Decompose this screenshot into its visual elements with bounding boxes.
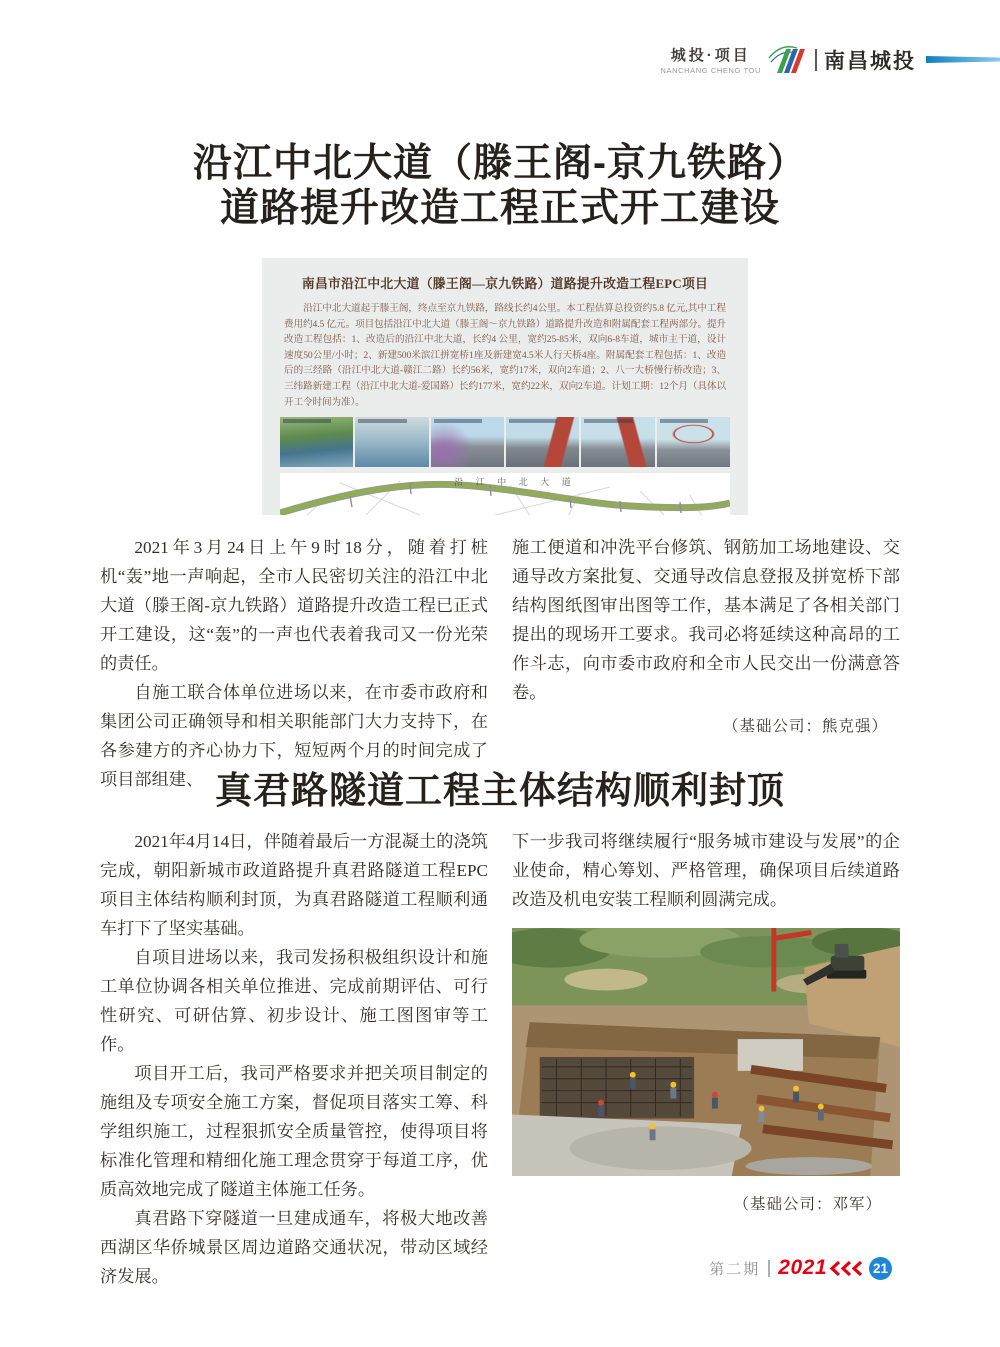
masthead-title: 南昌城投 [824, 49, 916, 73]
article1-title-line1: 沿江中北大道（滕王阁-京九铁路） [193, 142, 807, 185]
page-footer [709, 1256, 892, 1280]
render-thumbnail [431, 417, 504, 467]
stripes-logo-icon [767, 45, 807, 75]
render-thumbnail [280, 417, 353, 467]
footer-year: 2021 [778, 1256, 827, 1279]
article2-right-column [512, 827, 900, 1219]
construction-photo [512, 928, 900, 1176]
article2-paragraph: 真君路下穿隧道一旦建成通车，将极大地改善西湖区华侨城景区周边道路交通状况，带动区域经济发展。 [100, 1209, 488, 1286]
render-thumbnails [280, 417, 730, 467]
article2-left-column [100, 827, 488, 1291]
article1-paragraph: 2021年3月24日上午9时18分，随着打桩机“轰”地一声响起，全市人民密切关注的沿江中北大道（滕王阁-京九铁路）道路提升改造工程已正式开工建设，这“轰”的一声也代表着我司又一份光荣的责任。 [100, 538, 488, 673]
project-panel-body: 沿江中北大道起于滕王阁，终点至京九铁路，路线长约4公里。本工程估算总投资约5.8 亿元,其中工程费用约4.5 亿元。项目包括沿江中北大道（滕王阁～京九铁路）道路提升改造和附属配套工程两部分。提升改造工程包括：1、改造后的沿江中北大道，长约4 公里，宽约25-85米，双向6-8车道，城市主干道，设计速度50公里/小时；2、新建500米滨江拼宽桥1座及新建宽4.5米人行天桥4座。附属配套工程包括：1、改造后的三经路（沿江中北大道-赣江二路）长约56米，宽约17米，双向2车道；2、八一大桥慢行桥改造；3、三纬路新建工程（沿江中北大道-爱国路）长约177米，宽约22米，双向2车道。计划工期：12个月（具体以开工令时间为准）。 [284, 303, 726, 408]
chevrons-left-icon [829, 1260, 863, 1277]
article2-title: 真君路隧道工程主体结构顺利封顶 [215, 770, 785, 811]
article2-byline: （基础公司：邓军） [733, 1196, 882, 1213]
masthead [660, 44, 1000, 75]
article1-title [0, 141, 1000, 231]
project-info-panel [262, 258, 748, 515]
render-thumbnail [355, 417, 428, 467]
route-map [280, 473, 730, 515]
footer-issue: 第二期 [709, 1260, 761, 1278]
brand-block [660, 44, 761, 75]
render-thumbnail [506, 417, 579, 467]
map-road-label: 沿 江 中 北 大 道 [454, 477, 576, 488]
construction-photo-graphic [512, 928, 900, 1176]
article1-right-column [512, 533, 900, 741]
article1-paragraph: 自施工联合体单位进场以来，在市委市政府和集团公司正确领导和相关职能部门大力支持下，在各参建方的齐心协力下，短短两个月的时间完成了项目部组建、 [100, 683, 488, 789]
article2-paragraph: 自项目进场以来，我司发扬积极组织设计和施工单位协调各相关单位推进、完成前期评估、可行性研究、可研估算、初步设计、施工图图审等工作。 [100, 948, 488, 1054]
article1-byline: （基础公司：熊克强） [722, 718, 888, 735]
brand-title: 城投·项目 [670, 47, 751, 64]
article2-paragraph: 项目开工后，我司严格要求并把关项目制定的施组及专项安全施工方案，督促项目落实工筹、科学组织施工，过程狠抓安全质量管控，使得项目将标准化管理和精细化施工理念贯穿于每道工序，优质高效地完成了隧道主体施工任务。 [100, 1064, 488, 1199]
article2-paragraph: 下一步我司将继续履行“服务城市建设与发展”的企业使命，精心筹划、严格管理，确保项目后续道路改造及机电安装工程顺利圆满完成。 [512, 832, 900, 909]
brand-subtitle: NANCHANG CHENG TOU [660, 66, 761, 75]
article2-paragraph: 2021年4月14日，伴随着最后一方混凝土的浇筑完成，朝阳新城市政道路提升真君路隧道工程EPC项目主体结构顺利封顶，为真君路隧道工程顺利通车打下了坚实基础。 [100, 832, 488, 938]
page-number-badge: 21 [869, 1257, 892, 1280]
article1-paragraph: 施工便道和冲洗平台修筑、钢筋加工场地建设、交通导改方案批复、交通导改信息登报及拼宽桥下部结构图纸图审出图等工作，基本满足了各相关部门提出的现场开工要求。我司必将延续这种高昂的工作斗志，向市委市政府和全市人民交出一份满意答卷。 [512, 538, 900, 702]
render-thumbnail [657, 417, 730, 467]
masthead-divider [815, 49, 817, 71]
accent-line [926, 56, 1000, 63]
footer-divider [768, 1260, 770, 1277]
project-panel-title: 南昌市沿江中北大道（滕王阁—京九铁路）道路提升改造工程EPC项目 [301, 277, 709, 291]
article1-title-line2: 道路提升改造工程正式开工建设 [219, 187, 780, 230]
article1-left-column [100, 533, 488, 794]
render-thumbnail [581, 417, 654, 467]
